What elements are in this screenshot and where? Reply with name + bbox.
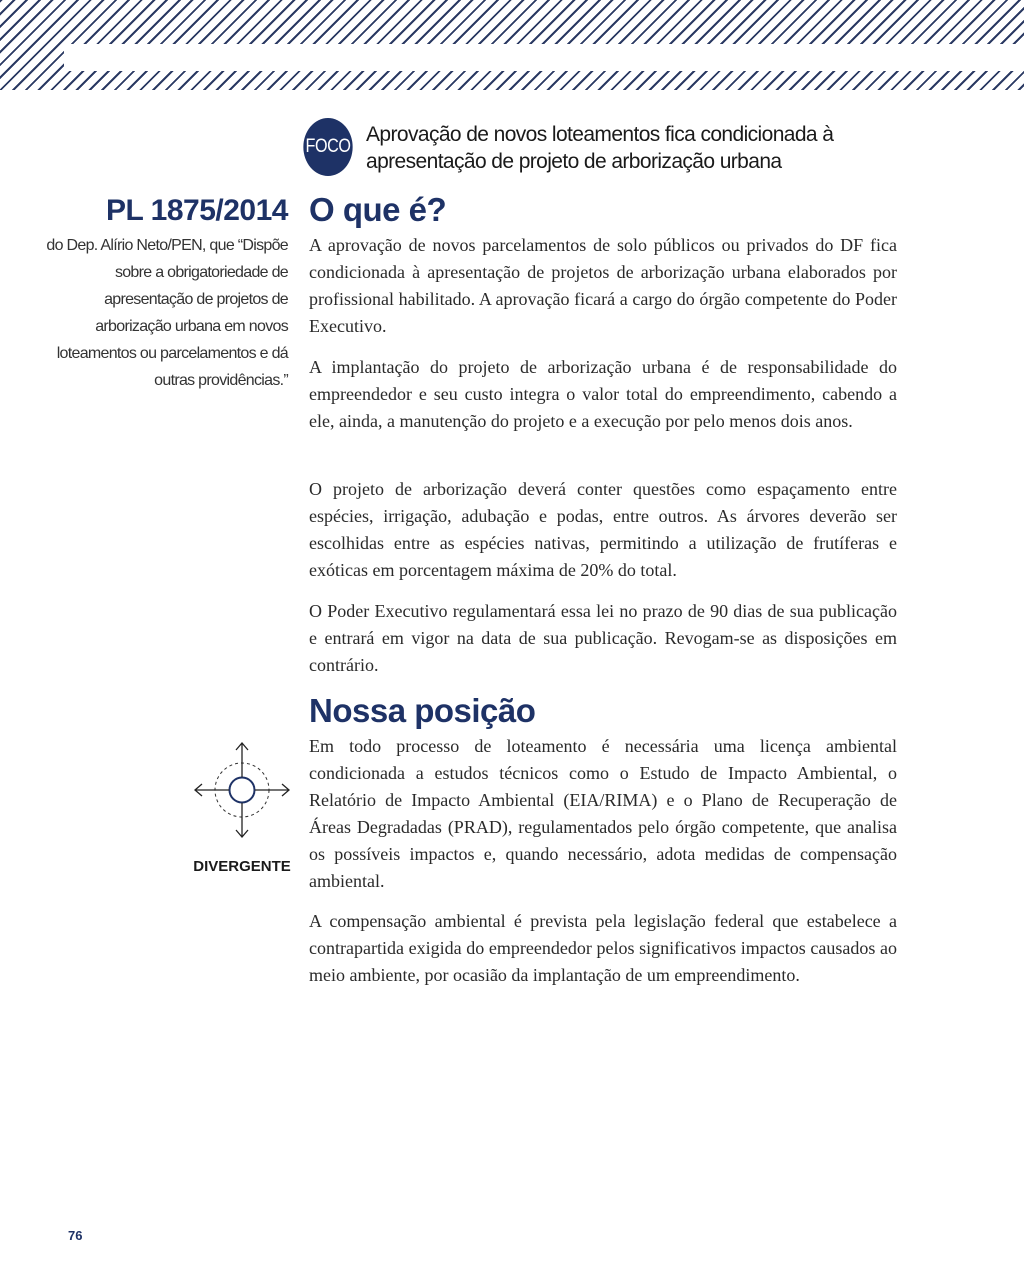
page-number: 76 — [68, 1228, 83, 1243]
section-position-paragraph: A compensação ambiental é prevista pela legislação federal que estabelece a contrapartida exigida do empreendedor pelos significativos impactos causados ao meio ambiente, por ocasião da implantação de um empreendimento. — [309, 911, 897, 985]
bill-description: do Dep. Alírio Neto/PEN, que “Dispõe sobre a obrigatoriedade de apresentação de projetos de arborização urbana em novos loteamentos ou parcelamentos e dá outras providências.” — [46, 237, 288, 389]
stance-label: DIVERGENTE — [193, 858, 291, 875]
section-what-heading: O que é? — [309, 191, 447, 228]
section-what-paragraph: O projeto de arborização deverá conter questões como espaçamento entre espécies, irrigação, adubação e podas, entre outros. As árvores deverão ser escolhidas entre as espécies nativas, permitindo a utilização de frutíferas e exóticas em porcentagem máxima de 20% do total. — [309, 479, 897, 580]
section-what-paragraph: A implantação do projeto de arborização urbana é de responsabilidade do empreendedor e seu custo integra o valor total do empreendimento, cabendo a ele, ainda, a manutenção do projeto e a execução por pelo menos dois anos. — [309, 357, 897, 431]
divergent-arrows-icon — [192, 740, 292, 840]
section-position-paragraph: Em todo processo de loteamento é necessária uma licença ambiental condicionada a estudos técnicos como o Estudo de Impacto Ambiental, o Relatório de Impacto Ambiental (EIA/RIMA) e o Plano de Recuperação de Áreas Degradadas (PRAD), regulamentados pelo órgão competente, que analisa os possíveis impactos e, quando necessário, adota medidas de compensação ambiental. — [309, 736, 897, 891]
section-what-paragraph: O Poder Executivo regulamentará essa lei no prazo de 90 dias de sua publicação e entrará em vigor na data de sua publicação. Revogam-se as disposições em contrário. — [309, 601, 897, 675]
section-what-paragraph: A aprovação de novos parcelamentos de solo públicos ou privados do DF fica condicionada à apresentação de projetos de arborização urbana elaborados por profissional habilitado. A aprovação ficará a cargo do órgão competente do Poder Executivo. — [309, 235, 897, 336]
foco-title: Aprovação de novos loteamentos fica condicionada à apresentação de projeto de arborização urbana — [366, 123, 834, 173]
foco-badge-label: FOCO — [305, 136, 351, 157]
foco-badge — [303, 118, 352, 176]
section-position-heading: Nossa posição — [309, 692, 536, 729]
header-white-bar — [64, 44, 1024, 71]
bill-number: PL 1875/2014 — [106, 194, 288, 227]
